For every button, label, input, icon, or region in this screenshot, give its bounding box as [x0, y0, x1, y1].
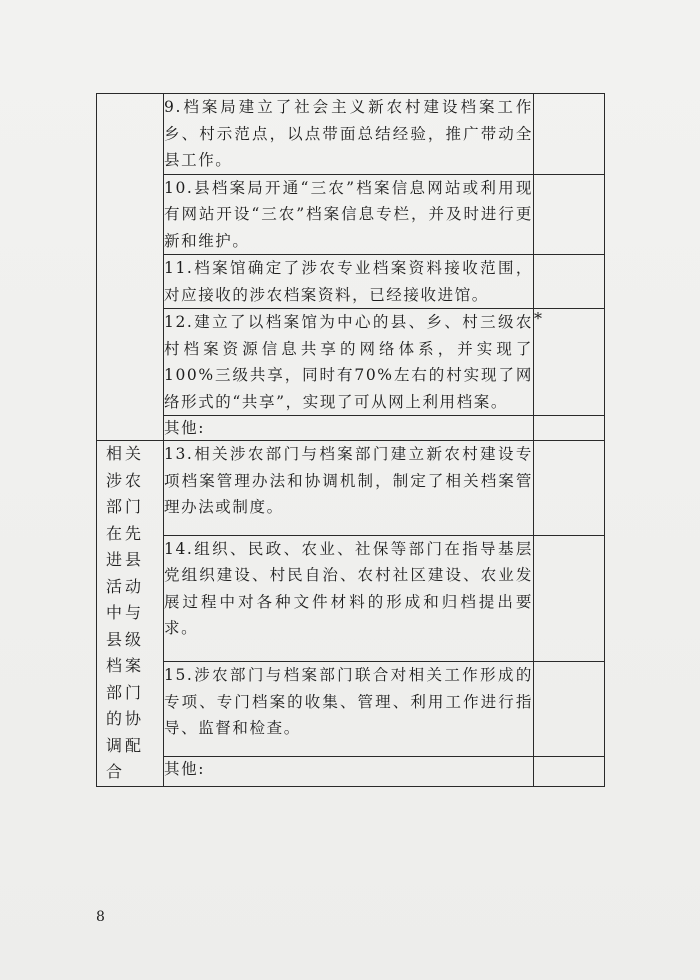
table-row [97, 309, 605, 416]
criterion-13: 13.相关涉农部门与档案部门建立新农村建设专项档案管理办法和协调机制，制定了相关档案管理办法或制度。 [164, 441, 534, 536]
mark-cell-9 [534, 94, 605, 175]
mark-cell-other [534, 416, 605, 441]
table-row [97, 757, 605, 786]
criterion-10: 10.县档案局开通“三农”档案信息网站或利用现有网站开设“三农”档案信息专栏，并及时进行更新和维护。 [164, 174, 534, 255]
page-number: 8 [96, 909, 105, 925]
table-row [97, 441, 605, 536]
criterion-14: 14.组织、民政、农业、社保等部门在指导基层党组织建设、村民自治、农村社区建设、农业发展过程中对各种文件材料的形成和归档提出要求。 [164, 535, 534, 661]
table-row [97, 94, 605, 175]
mark-cell-14 [534, 535, 605, 661]
table-row [97, 662, 605, 757]
mark-cell-15 [534, 662, 605, 757]
table-row [97, 174, 605, 255]
category-cell-blank [97, 94, 164, 441]
criterion-15: 15.涉农部门与档案部门联合对相关工作形成的专项、专门档案的收集、管理、利用工作进行指导、监督和检查。 [164, 662, 534, 757]
criterion-11: 11.档案馆确定了涉农专业档案资料接收范围，对应接收的涉农档案资料，已经接收进馆。 [164, 255, 534, 309]
mark-cell-12: * [534, 309, 605, 416]
mark-cell-10 [534, 174, 605, 255]
table-row [97, 535, 605, 661]
evaluation-table [96, 93, 605, 787]
criterion-12: 12.建立了以档案馆为中心的县、乡、村三级农村档案资源信息共享的网络体系，并实现了100%三级共享，同时有70%左右的村实现了网络形式的“共享”，实现了可从网上利用档案。 [164, 309, 534, 416]
other-label: 其他: [164, 757, 534, 786]
other-label: 其他: [164, 416, 534, 441]
table-row [97, 416, 605, 441]
table-row [97, 255, 605, 309]
mark-cell-11 [534, 255, 605, 309]
category-label: 相关涉农部门在先进县活动中与县级档案部门的协调配合 [97, 441, 164, 787]
mark-cell-13 [534, 441, 605, 536]
mark-cell-other [534, 757, 605, 786]
criterion-9: 9.档案局建立了社会主义新农村建设档案工作乡、村示范点，以点带面总结经验，推广带动全县工作。 [164, 94, 534, 175]
